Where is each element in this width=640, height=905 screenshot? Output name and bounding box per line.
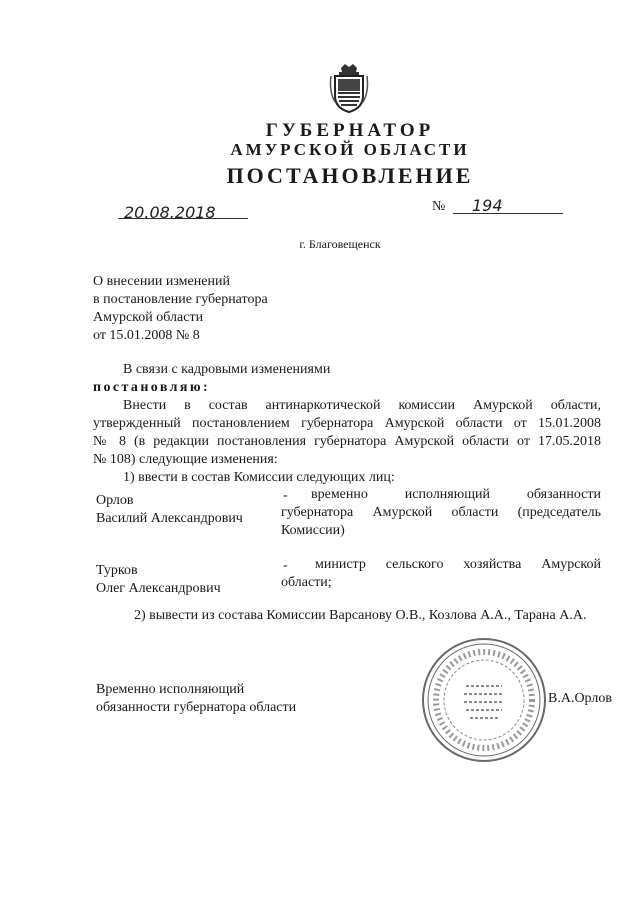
- member-role-line: министр сельского хозяйства Амурской: [315, 557, 601, 572]
- paragraph-line: № 108) следующие изменения:: [93, 452, 278, 467]
- member-role-line: Комиссии): [281, 523, 345, 538]
- official-seal-icon: [420, 636, 548, 764]
- paragraph-line: № 8 (в редакции постановления губернатора Амурской области от 17.05.2018: [93, 434, 601, 449]
- member-role-line: временно исполняющий обязанности: [311, 487, 601, 502]
- number-label: №: [432, 199, 446, 214]
- member-role-line: области;: [281, 575, 332, 590]
- governor-title: ГУБЕРНАТОР: [265, 120, 435, 141]
- signature-title: [96, 681, 296, 717]
- subject-line: О внесении изменений: [93, 274, 230, 289]
- member-name: Олег Александрович: [96, 581, 221, 596]
- member-role: [281, 556, 601, 592]
- paragraph-line: Внести в состав антинаркотической комиссии Амурской области,: [123, 398, 601, 413]
- member-dash: -: [283, 488, 288, 503]
- subject-line: Амурской области: [93, 310, 204, 325]
- signature-title-line: Временно исполняющий: [96, 682, 245, 697]
- number-underline: [453, 213, 563, 214]
- city-label: г. Благовещенск: [299, 237, 381, 251]
- body-block: [93, 361, 601, 487]
- item-2-text: 2) вывести из состава Комиссии Варсанову О.В., Козлова А.А., Тарана А.А.: [134, 608, 587, 623]
- member-dash: -: [283, 558, 288, 573]
- member-name: Василий Александрович: [96, 511, 243, 526]
- subject-block: [93, 273, 268, 345]
- paragraph-line: утвержденный постановлением губернатора Амурской области от 15.01.2008: [93, 416, 601, 431]
- subject-line: от 15.01.2008 № 8: [93, 328, 200, 343]
- item-1-text: 1) ввести в состав Комиссии следующих лиц:: [123, 470, 395, 485]
- member-surname: Орлов: [96, 493, 134, 508]
- signer-name: В.А.Орлов: [548, 691, 612, 706]
- coat-of-arms-icon: [327, 62, 371, 114]
- member-surname: Турков: [96, 563, 138, 578]
- handwritten-date: 20.08.2018: [124, 203, 216, 222]
- region-title: АМУРСКОЙ ОБЛАСТИ: [230, 140, 470, 159]
- signature-title-line: обязанности губернатора области: [96, 700, 297, 715]
- resolve-text: постановляю:: [93, 380, 211, 395]
- document-type-title: ПОСТАНОВЛЕНИЕ: [226, 163, 474, 188]
- date-underline: [118, 218, 248, 219]
- reason-text: В связи с кадровыми изменениями: [123, 362, 331, 377]
- member-role-line: губернатора Амурской области (председатель: [281, 505, 601, 520]
- member-role: [281, 486, 601, 540]
- handwritten-number: 194: [472, 196, 503, 215]
- subject-line: в постановление губернатора: [93, 292, 268, 307]
